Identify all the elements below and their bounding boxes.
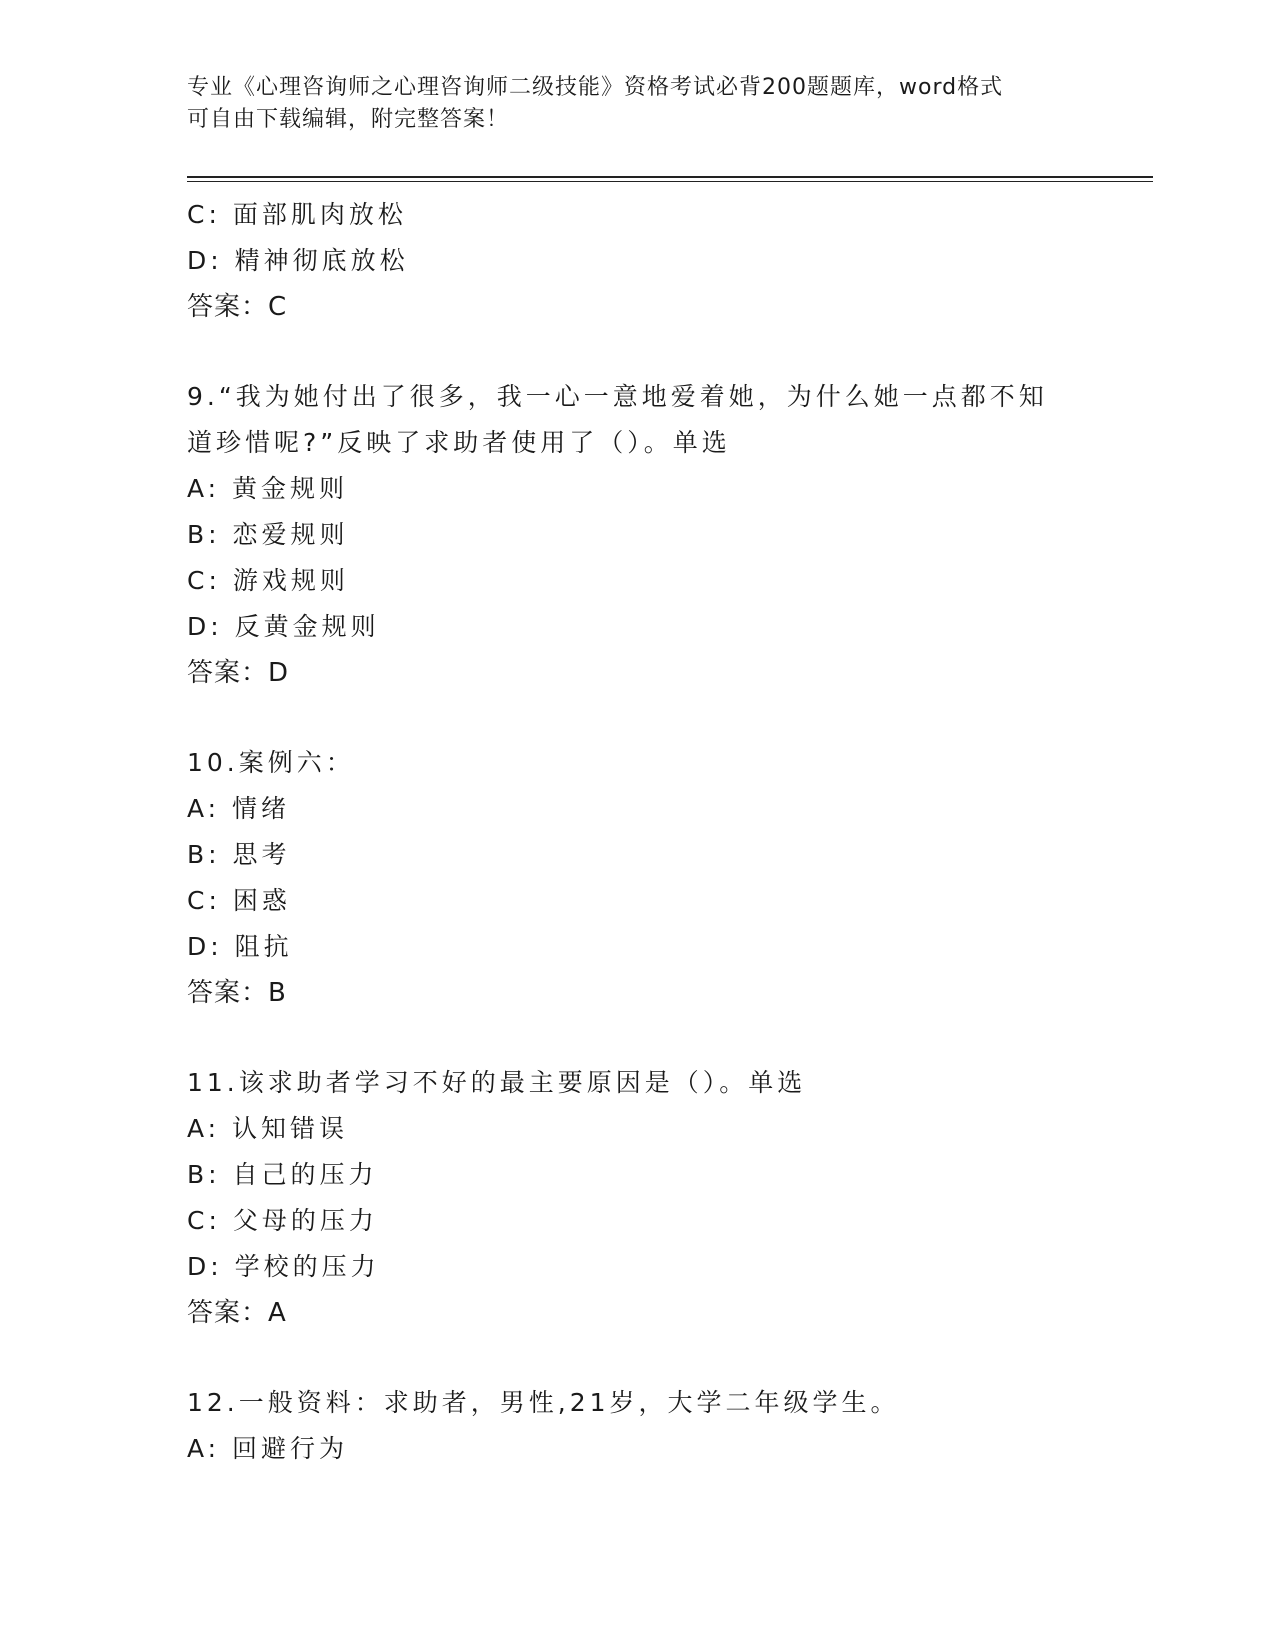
spacer (187, 330, 1107, 374)
spacer (187, 1016, 1107, 1060)
answer-line: 答案：C (187, 292, 288, 322)
answer-line: 答案：A (187, 1298, 287, 1328)
option-d: D: 反黄金规则 (187, 612, 380, 641)
question-11 (187, 1060, 1107, 1336)
header-line-1: 专业《心理咨询师之心理咨询师二级技能》资格考试必背200题题库，word格式 (187, 75, 1004, 100)
header-divider-thin (187, 181, 1153, 182)
option-a: A: 黄金规则 (187, 474, 349, 503)
option-d: D: 学校的压力 (187, 1252, 380, 1281)
option-b: B: 恋爱规则 (187, 520, 349, 549)
spacer (187, 696, 1107, 740)
question-text: 9.“我为她付出了很多，我一心一意地爱着她，为什么她一点都不知 (187, 382, 1048, 411)
option-c: C: 困惑 (187, 886, 291, 915)
question-8-tail (187, 192, 1107, 330)
option-c: C: 面部肌肉放松 (187, 200, 407, 229)
option-a: A: 情绪 (187, 794, 291, 823)
option-b: B: 自己的压力 (187, 1160, 378, 1189)
option-a: A: 回避行为 (187, 1434, 349, 1463)
option-a: A: 认知错误 (187, 1114, 349, 1143)
question-list (187, 192, 1107, 1472)
question-9 (187, 374, 1107, 696)
option-c: C: 游戏规则 (187, 566, 349, 595)
answer-line: 答案：B (187, 978, 287, 1008)
question-text-cont: 道珍惜呢?”反映了求助者使用了（）。单选 (187, 428, 731, 457)
option-b: B: 思考 (187, 840, 291, 869)
question-text: 12.一般资料：求助者，男性,21岁，大学二年级学生。 (187, 1388, 900, 1417)
option-d: D: 精神彻底放松 (187, 246, 409, 275)
spacer (187, 1336, 1107, 1380)
question-12 (187, 1380, 1107, 1472)
question-text: 11.该求助者学习不好的最主要原因是（）。单选 (187, 1068, 807, 1097)
option-c: C: 父母的压力 (187, 1206, 378, 1235)
header-line-2: 可自由下载编辑，附完整答案！ (187, 107, 510, 132)
header-divider-thick (187, 176, 1153, 178)
answer-line: 答案：D (187, 658, 290, 688)
question-10 (187, 740, 1107, 1016)
question-text: 10.案例六： (187, 748, 355, 777)
document-header (187, 72, 1067, 136)
option-d: D: 阻抗 (187, 932, 293, 961)
